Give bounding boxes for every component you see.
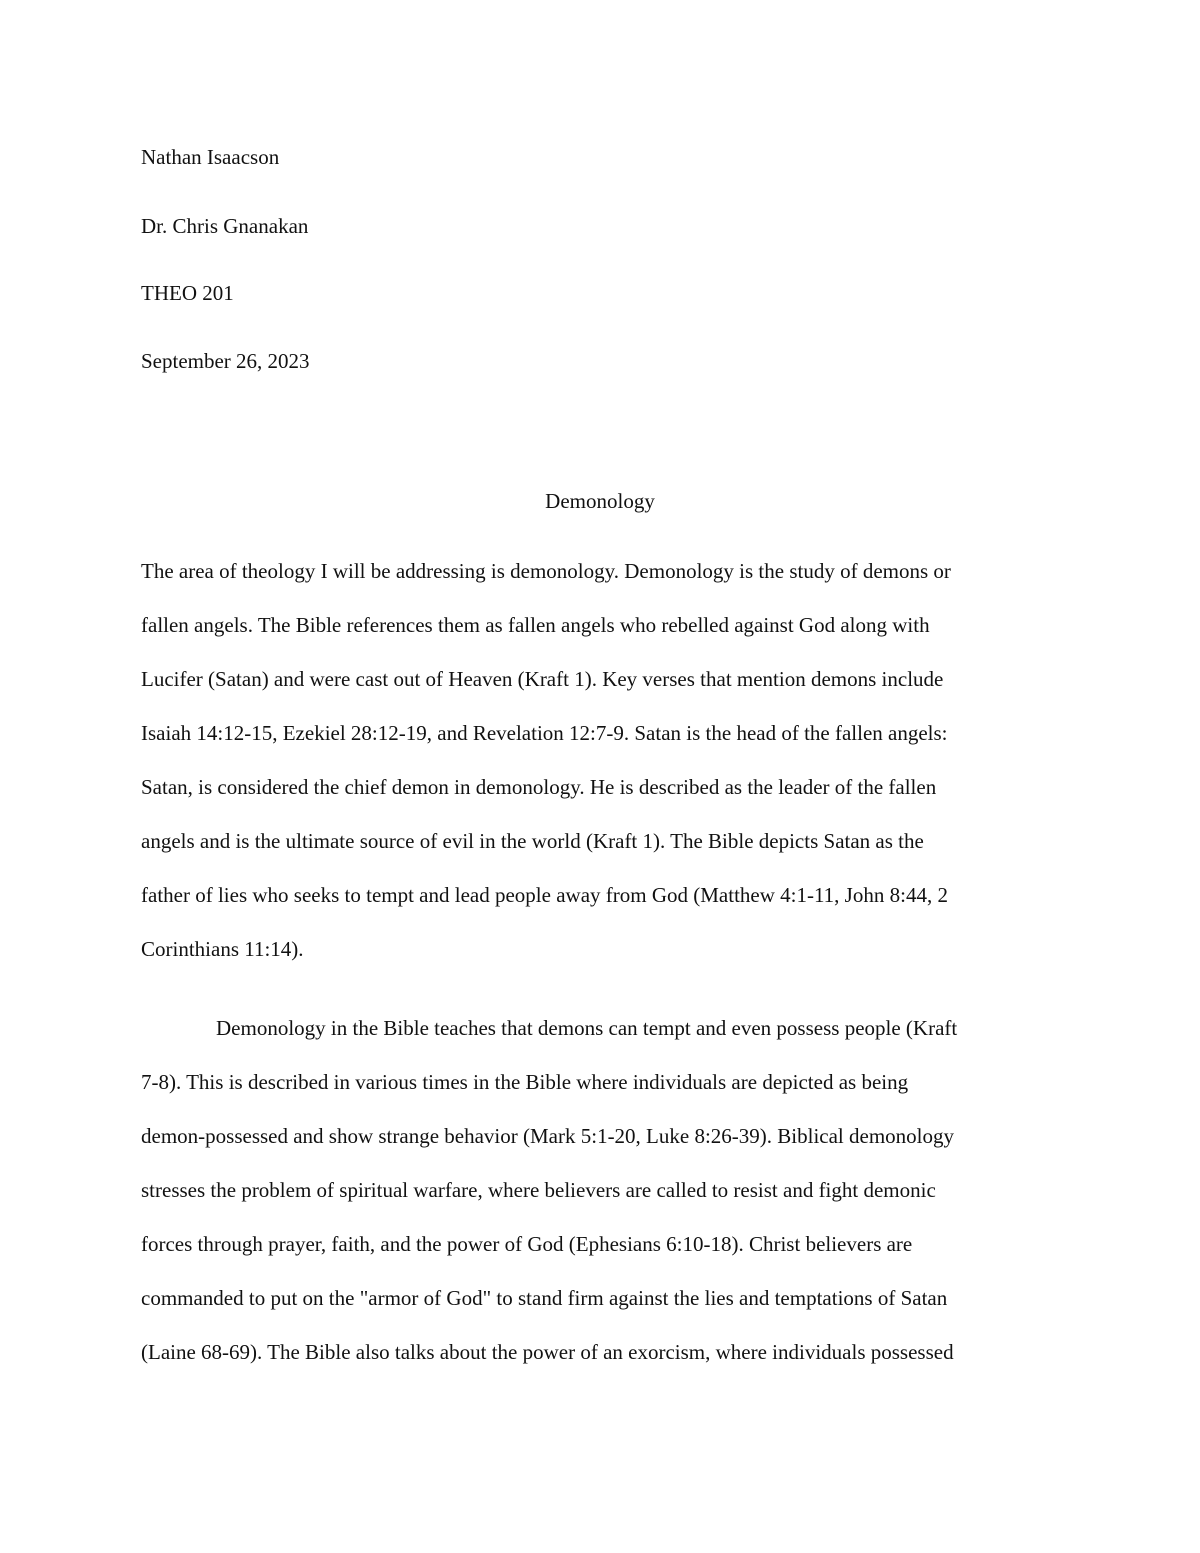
paragraph-line: father of lies who seeks to tempt and lead people away from God (Matthew 4:1-11, John 8:44, 2 — [141, 883, 948, 907]
paragraph-line: The area of theology I will be addressing is demonology. Demonology is the study of demons or — [141, 559, 951, 583]
paragraph-line: demon-possessed and show strange behavior (Mark 5:1-20, Luke 8:26-39). Biblical demonology — [141, 1124, 955, 1148]
paragraph-line: Lucifer (Satan) and were cast out of Heaven (Kraft 1). Key verses that mention demons include — [141, 667, 944, 691]
paragraph-line: commanded to put on the "armor of God" to stand firm against the lies and temptations of Satan — [141, 1286, 948, 1310]
paragraph-line: Isaiah 14:12-15, Ezekiel 28:12-19, and Revelation 12:7-9. Satan is the head of the fallen angels: — [141, 721, 948, 745]
document-date: September 26, 2023 — [141, 349, 310, 373]
paragraph-line: Satan, is considered the chief demon in demonology. He is described as the leader of the fallen — [141, 775, 937, 799]
paragraph-line: fallen angels. The Bible references them as fallen angels who rebelled against God along with — [141, 613, 930, 637]
paragraph-line: stresses the problem of spiritual warfare, where believers are called to resist and fight demonic — [141, 1178, 936, 1202]
paragraph-line: Corinthians 11:14). — [141, 937, 304, 961]
paragraph-line: angels and is the ultimate source of evil in the world (Kraft 1). The Bible depicts Satan as the — [141, 829, 924, 853]
instructor-name: Dr. Chris Gnanakan — [141, 214, 309, 238]
paragraph-line: Demonology in the Bible teaches that demons can tempt and even possess people (Kraft — [216, 1016, 958, 1040]
paragraph-line: forces through prayer, faith, and the power of God (Ephesians 6:10-18). Christ believers are — [141, 1232, 913, 1256]
student-name: Nathan Isaacson — [141, 145, 280, 169]
paragraph-line: 7-8). This is described in various times in the Bible where individuals are depicted as being — [141, 1070, 909, 1094]
course-code: THEO 201 — [141, 281, 234, 305]
document-title: Demonology — [545, 489, 655, 513]
paragraph-line: (Laine 68-69). The Bible also talks about the power of an exorcism, where individuals possessed — [141, 1340, 954, 1364]
